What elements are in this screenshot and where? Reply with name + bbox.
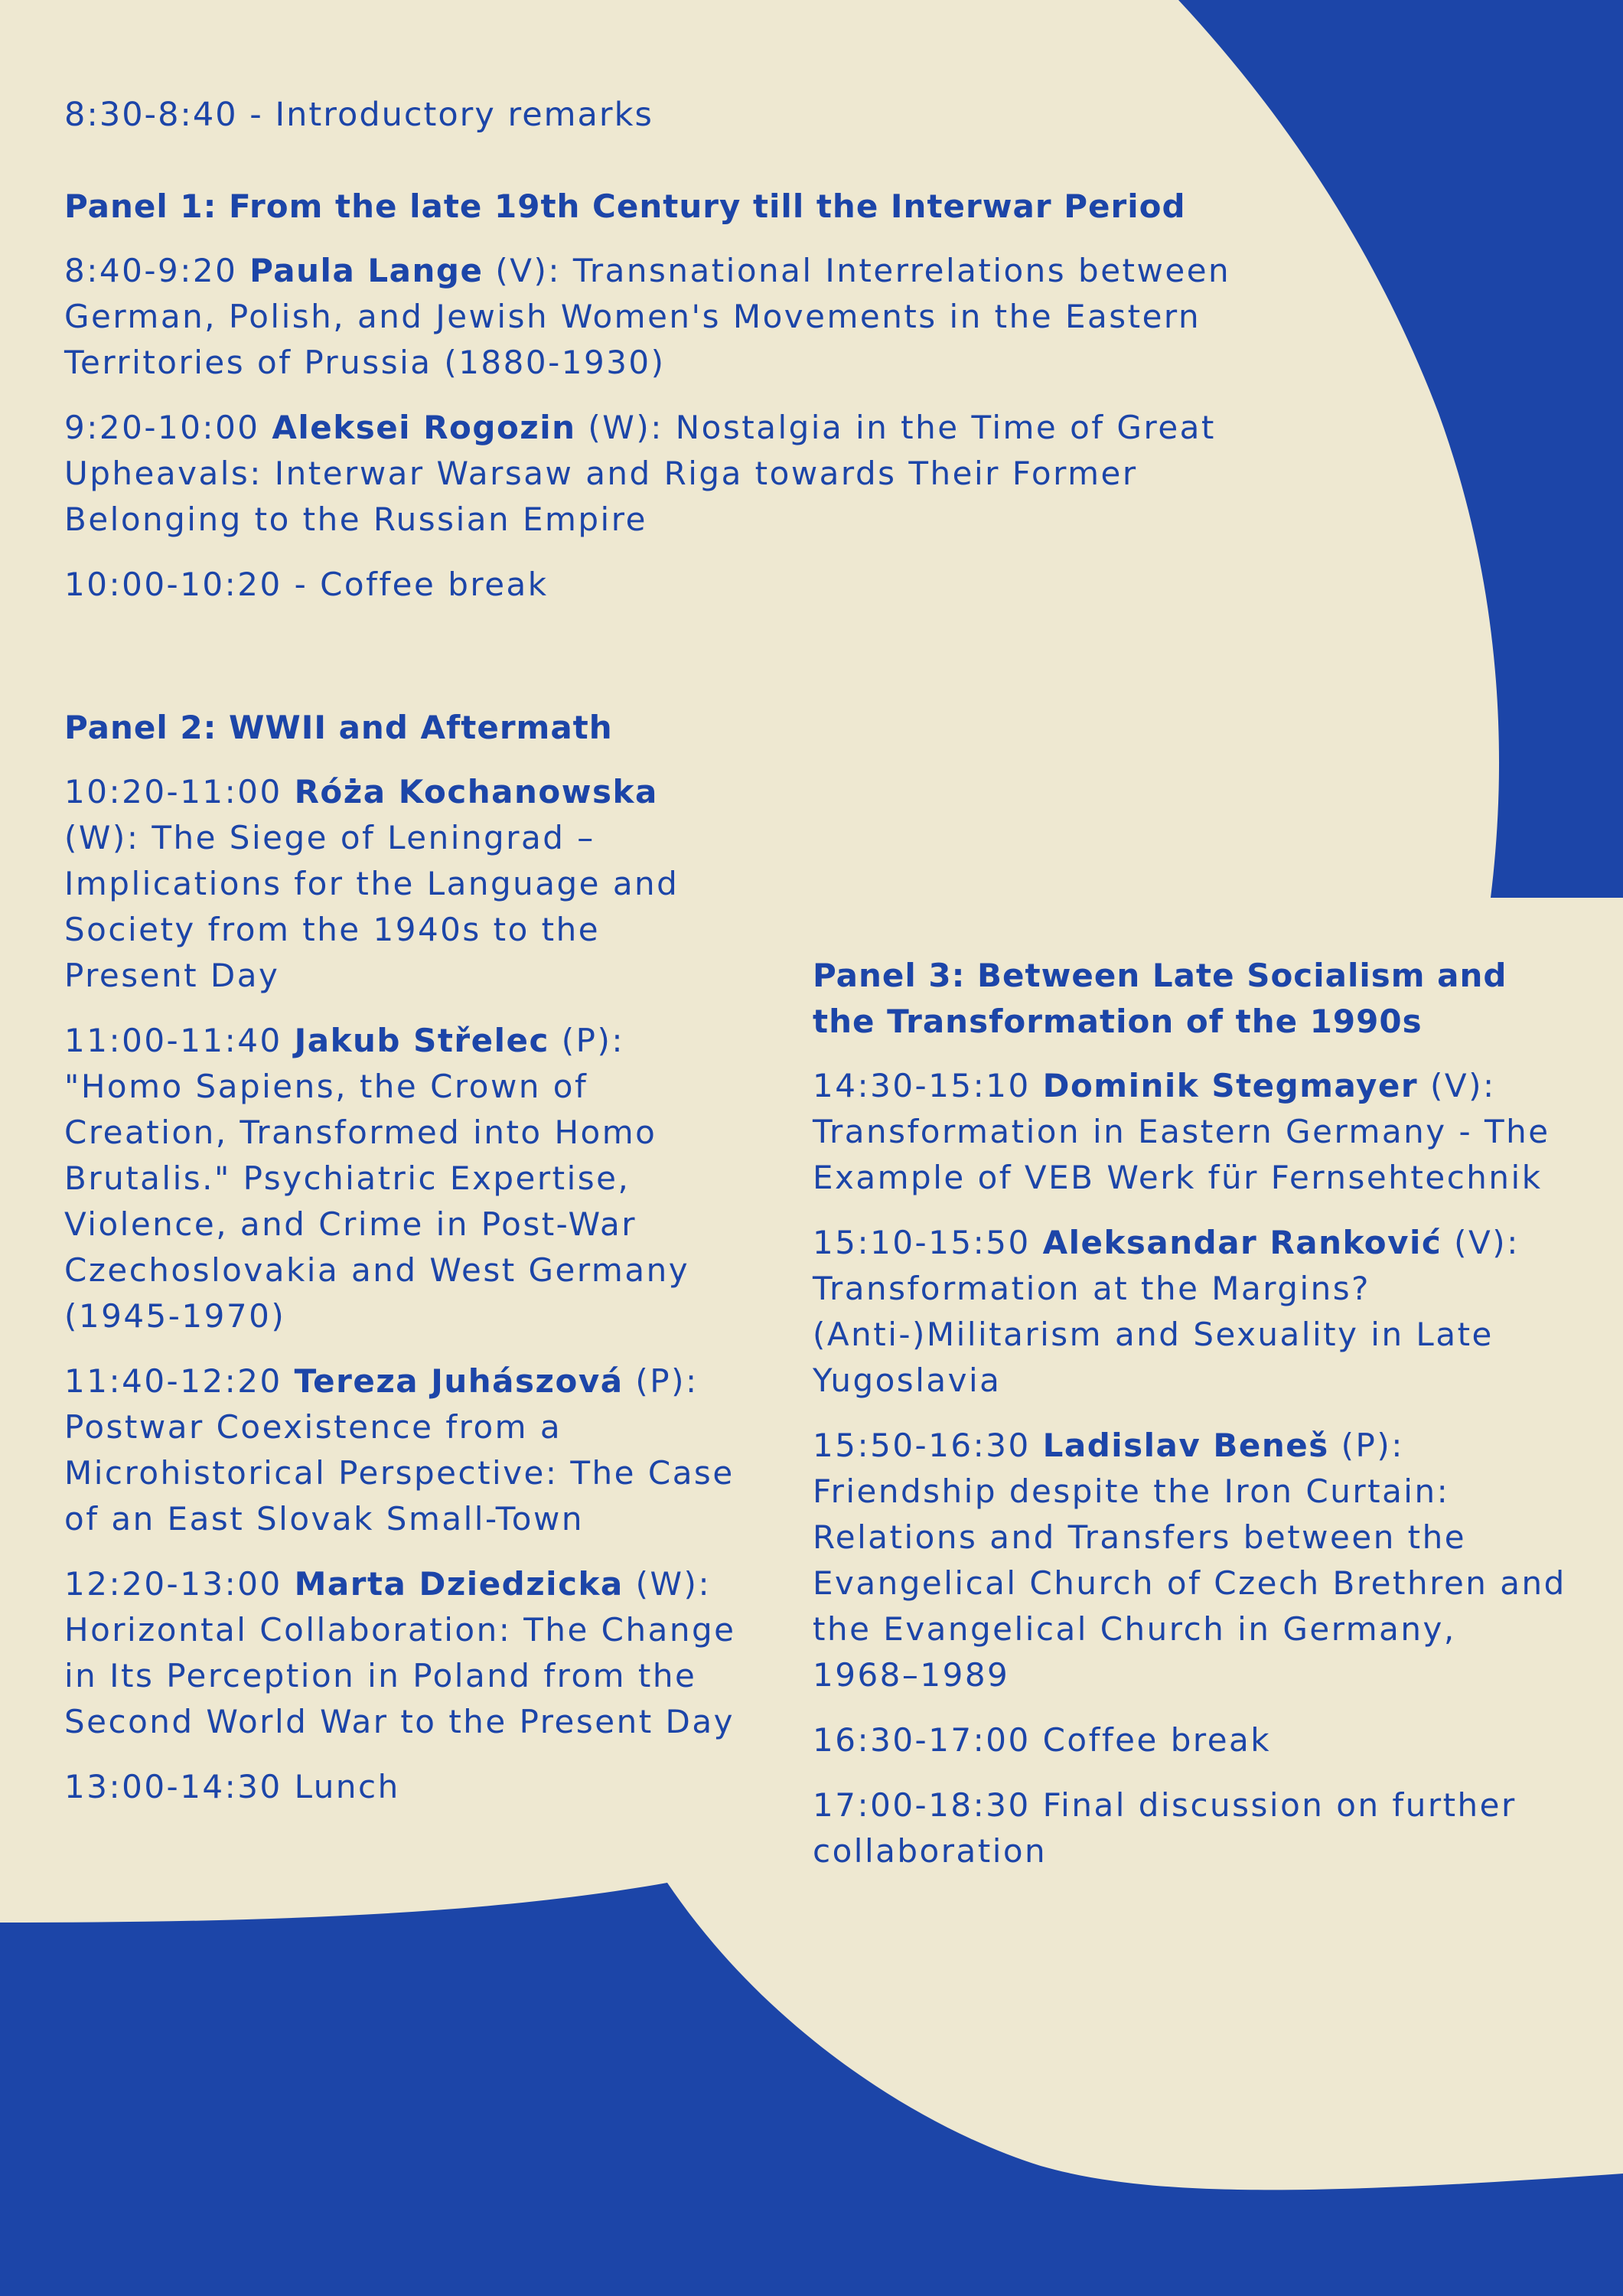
panel-1-talk: 8:40-9:20 Paula Lange (V): Transnational Interrelations between German, Polish, and Jewish Women's Movements in the Eastern Territories of Prussia (1880-1930) [64, 252, 1231, 381]
talk-title: Transnational Interrelations between German, Polish, and Jewish Women's Movements in the Eastern Territories of Prussia (1880-1930) [64, 252, 1231, 381]
intro-block [64, 92, 1289, 138]
panel-2-talk: 11:00-11:40 Jakub Střelec (P): "Homo Sapiens, the Crown of Creation, Transformed into Homo Brutalis." Psychiatric Expertise, Violence, and Crime in Post-War Czechoslovakia and West Germany (1945-1970) [64, 1022, 690, 1335]
panel-1 [64, 184, 1289, 627]
talk-speaker: Paula Lange [249, 252, 484, 289]
panel-2 [64, 705, 738, 1829]
panel-3-title: Panel 3: Between Late Socialism and the Transformation of the 1990s [813, 957, 1507, 1040]
talk-time: 10:20-11:00 [64, 773, 282, 810]
panel-1-talk: 9:20-10:00 Aleksei Rogozin (W): Nostalgia in the Time of Great Upheavals: Interwar Warsaw and Riga towards Their Former Belonging to the Russian Empire [64, 409, 1216, 538]
talk-speaker: Jakub Střelec [294, 1022, 549, 1059]
talk-speaker: Aleksandar Ranković [1042, 1224, 1442, 1261]
panel-3-talk: 15:10-15:50 Aleksandar Ranković (V): Transformation at the Margins? (Anti-)Militarism and Sexuality in Late Yugoslavia [813, 1224, 1520, 1399]
talk-time: 11:00-11:40 [64, 1022, 282, 1059]
talk-time: 9:20-10:00 [64, 409, 260, 446]
talk-time: 15:10-15:50 [813, 1224, 1031, 1261]
talk-time: 15:50-16:30 [813, 1427, 1031, 1464]
panel-3-talk: 14:30-15:10 Dominik Stegmayer (V): Transformation in Eastern Germany - The Example of VEB Werk für Fernsehtechnik [813, 1067, 1550, 1196]
talk-speaker: Tereza Juhászová [294, 1362, 624, 1400]
talk-mode: (V) [1429, 1067, 1483, 1104]
panel-1-title: Panel 1: From the late 19th Century till the Interwar Period [64, 188, 1186, 225]
talk-title: Horizontal Collaboration: The Change in Its Perception in Poland from the Second World War to the Present Day [64, 1611, 736, 1740]
talk-mode: (V) [1454, 1224, 1507, 1261]
talk-speaker: Róża Kochanowska [294, 773, 658, 810]
talk-title: "Homo Sapiens, the Crown of Creation, Transformed into Homo Brutalis." Psychiatric Expertise, Violence, and Crime in Post-War Czechoslovakia and West Germany (1945-1970) [64, 1068, 690, 1335]
panel-2-title: Panel 2: WWII and Aftermath [64, 709, 613, 746]
panel-3-talk: 15:50-16:30 Ladislav Beneš (P): Friendship despite the Iron Curtain: Relations and Transfers between the Evangelical Church of Czech Brethren and the Evangelical Church in Germany, 1968–1989 [813, 1427, 1566, 1694]
panel-2-talk: 11:40-12:20 Tereza Juhászová (P): Postwar Coexistence from a Microhistorical Perspective: The Case of an East Slovak Small-Town [64, 1362, 735, 1538]
panel-3-closing: 17:00-18:30 Final discussion on further collaboration [813, 1786, 1517, 1870]
talk-title: Friendship despite the Iron Curtain: Relations and Transfers between the Evangelical Church of Czech Brethren and the Evangelical Church in Germany, 1968–1989 [813, 1473, 1566, 1694]
talk-mode: (P) [561, 1022, 612, 1059]
panel-3-break: 16:30-17:00 Coffee break [813, 1721, 1272, 1759]
talk-speaker: Marta Dziedzicka [294, 1565, 624, 1603]
panel-2-break: 13:00-14:30 Lunch [64, 1768, 400, 1805]
talk-mode: (W) [588, 409, 651, 446]
panel-2-talk: 12:20-13:00 Marta Dziedzicka (W): Horizontal Collaboration: The Change in Its Perception in Poland from the Second World War to the Present Day [64, 1565, 736, 1740]
panel-3 [813, 953, 1570, 1893]
talk-mode: (W) [635, 1565, 699, 1603]
talk-speaker: Aleksei Rogozin [272, 409, 576, 446]
talk-title: Transformation at the Margins? (Anti-)Militarism and Sexuality in Late Yugoslavia [813, 1270, 1494, 1399]
talk-title: Transformation in Eastern Germany - The Example of VEB Werk für Fernsehtechnik [813, 1113, 1550, 1196]
talk-mode: (P) [1341, 1427, 1392, 1464]
intro-remarks: 8:30-8:40 - Introductory remarks [64, 96, 653, 134]
talk-title: The Siege of Leningrad – Implications for the Language and Society from the 1940s to the Present Day [64, 819, 680, 994]
talk-speaker: Dominik Stegmayer [1042, 1067, 1419, 1104]
talk-mode: (W) [64, 819, 127, 856]
panel-1-break: 10:00-10:20 - Coffee break [64, 566, 549, 603]
talk-time: 11:40-12:20 [64, 1362, 282, 1400]
talk-mode: (V) [495, 252, 549, 289]
talk-time: 8:40-9:20 [64, 252, 238, 289]
talk-mode: (P) [635, 1362, 686, 1400]
talk-title: Nostalgia in the Time of Great Upheavals: Interwar Warsaw and Riga towards Their Former Belonging to the Russian Empire [64, 409, 1216, 538]
talk-time: 14:30-15:10 [813, 1067, 1031, 1104]
talk-time: 12:20-13:00 [64, 1565, 282, 1603]
talk-speaker: Ladislav Beneš [1042, 1427, 1329, 1464]
talk-title: Postwar Coexistence from a Microhistorical Perspective: The Case of an East Slovak Small-Town [64, 1408, 735, 1538]
panel-2-talk: 10:20-11:00 Róża Kochanowska (W): The Siege of Leningrad – Implications for the Language and Society from the 1940s to the Present Day [64, 773, 680, 994]
